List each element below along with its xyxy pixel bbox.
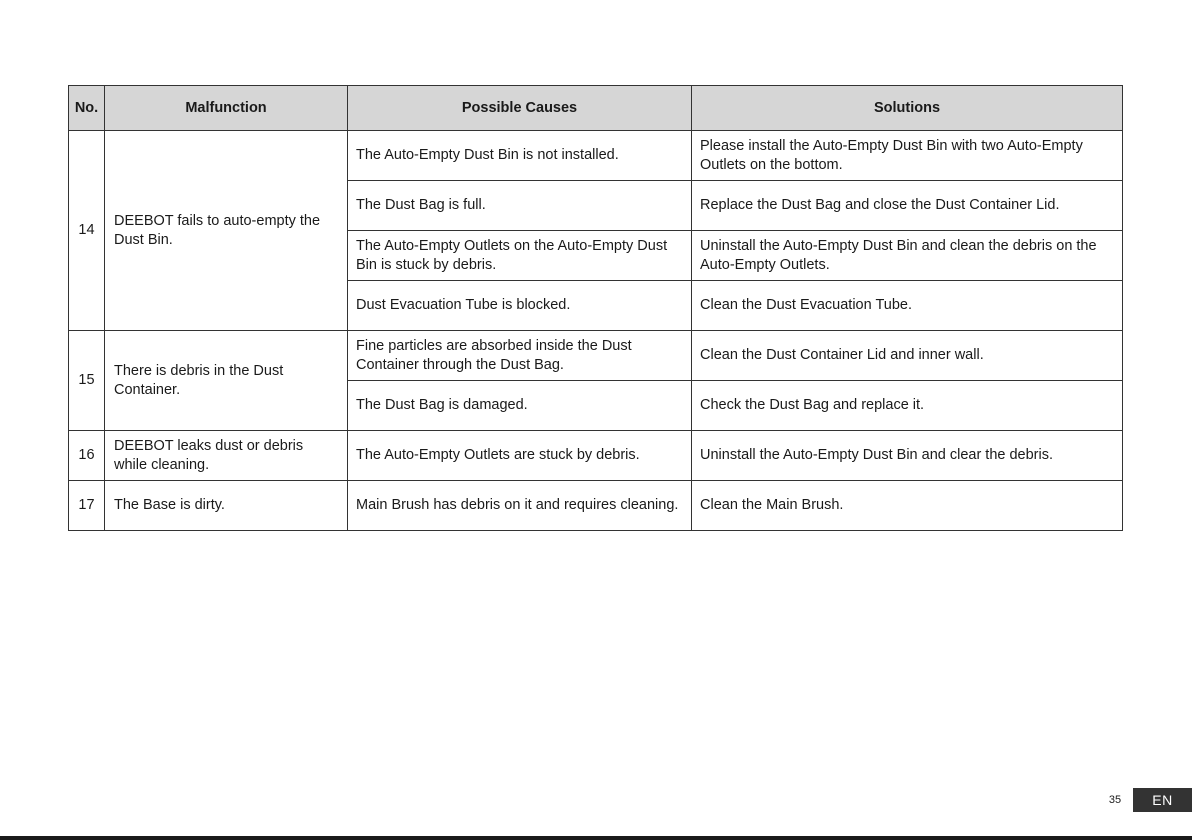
row-number: 15 xyxy=(69,331,105,431)
cause-cell: The Dust Bag is full. xyxy=(348,181,692,231)
cause-cell: The Auto-Empty Dust Bin is not installed. xyxy=(348,131,692,181)
malfunction-cell: There is debris in the Dust Container. xyxy=(105,331,348,431)
solution-cell: Please install the Auto-Empty Dust Bin with two Auto-Empty Outlets on the bottom. xyxy=(692,131,1123,181)
malfunction-cell: DEEBOT fails to auto-empty the Dust Bin. xyxy=(105,131,348,331)
table-row xyxy=(69,331,1123,381)
header-malfunction: Malfunction xyxy=(105,86,348,131)
solution-cell: Uninstall the Auto-Empty Dust Bin and clean the debris on the Auto-Empty Outlets. xyxy=(692,231,1123,281)
header-no: No. xyxy=(69,86,105,131)
header-solutions: Solutions xyxy=(692,86,1123,131)
table-row xyxy=(69,481,1123,531)
row-number: 14 xyxy=(69,131,105,331)
table-row xyxy=(69,431,1123,481)
solution-cell: Uninstall the Auto-Empty Dust Bin and clear the debris. xyxy=(692,431,1123,481)
cause-cell: Fine particles are absorbed inside the Dust Container through the Dust Bag. xyxy=(348,331,692,381)
solution-cell: Replace the Dust Bag and close the Dust Container Lid. xyxy=(692,181,1123,231)
malfunction-cell: DEEBOT leaks dust or debris while cleaning. xyxy=(105,431,348,481)
solution-cell: Clean the Dust Evacuation Tube. xyxy=(692,281,1123,331)
table-header-row xyxy=(69,86,1123,131)
cause-cell: The Auto-Empty Outlets on the Auto-Empty Dust Bin is stuck by debris. xyxy=(348,231,692,281)
troubleshooting-table xyxy=(68,85,1123,531)
solution-cell: Clean the Dust Container Lid and inner wall. xyxy=(692,331,1123,381)
cause-cell: The Auto-Empty Outlets are stuck by debris. xyxy=(348,431,692,481)
header-possible-causes: Possible Causes xyxy=(348,86,692,131)
cause-cell: Dust Evacuation Tube is blocked. xyxy=(348,281,692,331)
page-bottom-rule xyxy=(0,836,1192,840)
page-number: 35 xyxy=(1108,794,1122,806)
malfunction-cell: The Base is dirty. xyxy=(105,481,348,531)
row-number: 17 xyxy=(69,481,105,531)
solution-cell: Check the Dust Bag and replace it. xyxy=(692,381,1123,431)
table-row xyxy=(69,131,1123,181)
language-badge: EN xyxy=(1133,788,1192,812)
solution-cell: Clean the Main Brush. xyxy=(692,481,1123,531)
cause-cell: The Dust Bag is damaged. xyxy=(348,381,692,431)
row-number: 16 xyxy=(69,431,105,481)
cause-cell: Main Brush has debris on it and requires cleaning. xyxy=(348,481,692,531)
